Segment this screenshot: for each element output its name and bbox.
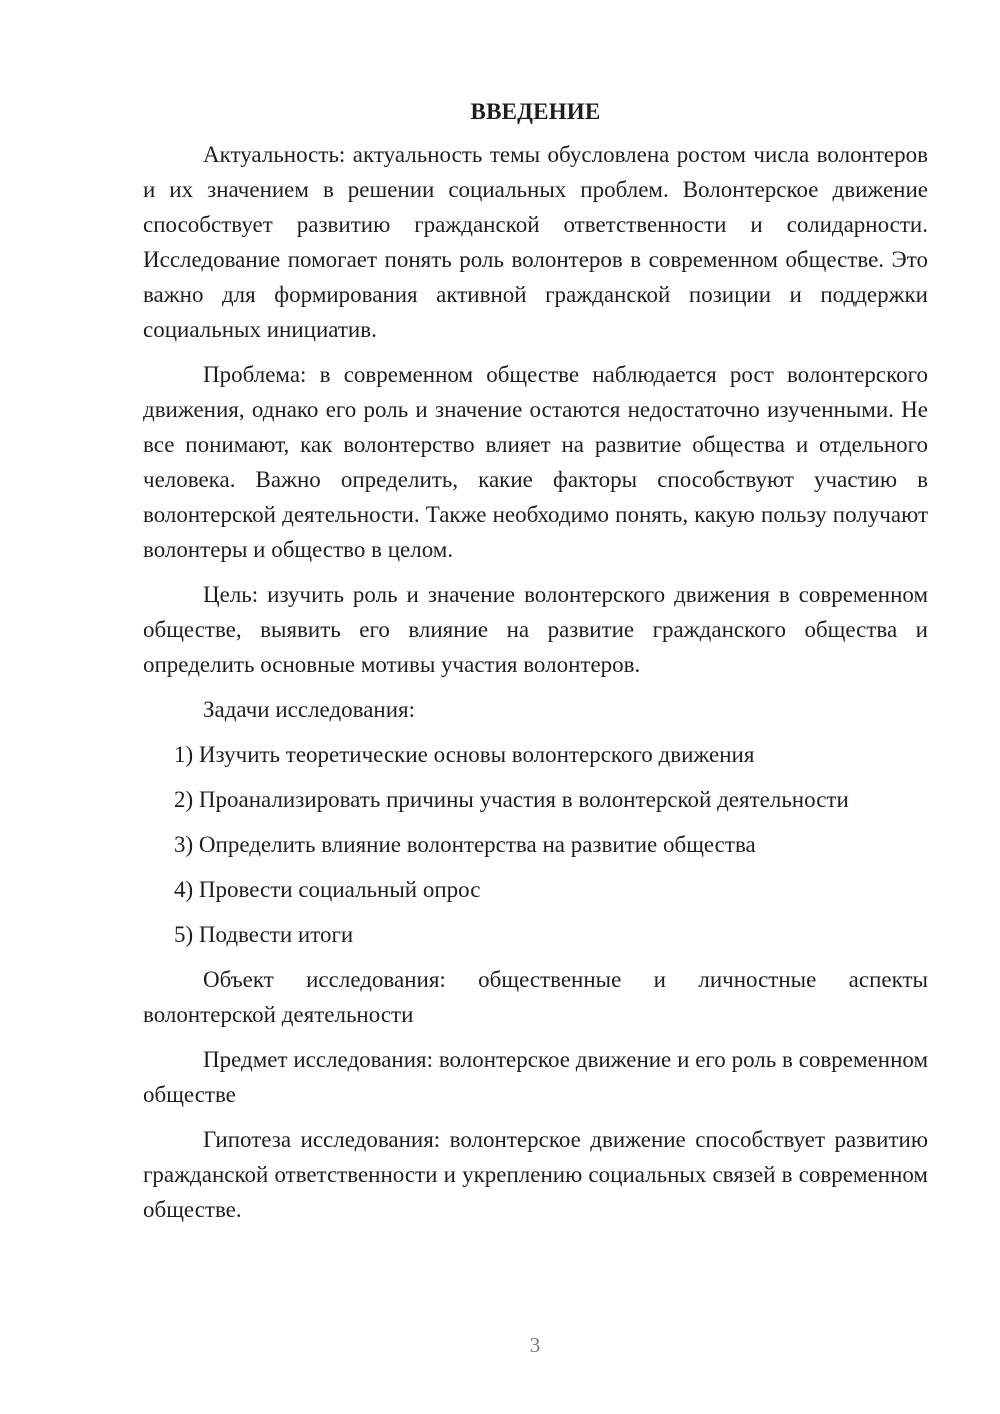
page-content (143, 94, 928, 1237)
task-item-5: 5) Подвести итоги (174, 922, 354, 947)
task-item-4: 4) Провести социальный опрос (174, 877, 481, 902)
page-number: 3 (529, 1333, 541, 1357)
task-item-1: 1) Изучить теоретические основы волонтерского движения (174, 742, 755, 767)
object-paragraph: Объект исследования: общественные и личностные аспекты волонтерской деятельности (143, 967, 928, 1027)
tasks-heading: Задачи исследования: (203, 697, 416, 722)
hypothesis-paragraph: Гипотеза исследования: волонтерское движение способствует развитию гражданской ответственности и укреплению социальных связей в современном обществе. (143, 1127, 928, 1222)
tasks-list (143, 737, 928, 952)
goal-paragraph: Цель: изучить роль и значение волонтерского движения в современном обществе, выявить его влияние на развитие гражданского общества и определить основные мотивы участия волонтеров. (143, 582, 928, 677)
problem-paragraph: Проблема: в современном обществе наблюдается рост волонтерского движения, однако его роль и значение остаются недостаточно изученными. Не все понимают, как волонтерство влияет на развитие общества и отдельного человека. Важно определить, какие факторы способствуют участию в волонтерской деятельности. Также необходимо понять, какую пользу получают волонтеры и общество в целом. (143, 362, 928, 562)
task-item-3: 3) Определить влияние волонтерства на развитие общества (174, 832, 756, 857)
task-item-2: 2) Проанализировать причины участия в волонтерской деятельности (174, 787, 849, 812)
subject-paragraph: Предмет исследования: волонтерское движение и его роль в современном обществе (143, 1047, 928, 1107)
section-title: ВВЕДЕНИЕ (470, 99, 601, 124)
relevance-paragraph: Актуальность: актуальность темы обусловлена ростом числа волонтеров и их значением в решении социальных проблем. Волонтерское движение способствует развитию гражданской ответственности и солидарности. Исследование помогает понять роль волонтеров в современном обществе. Это важно для формирования активной гражданской позиции и поддержки социальных инициатив. (143, 142, 928, 342)
